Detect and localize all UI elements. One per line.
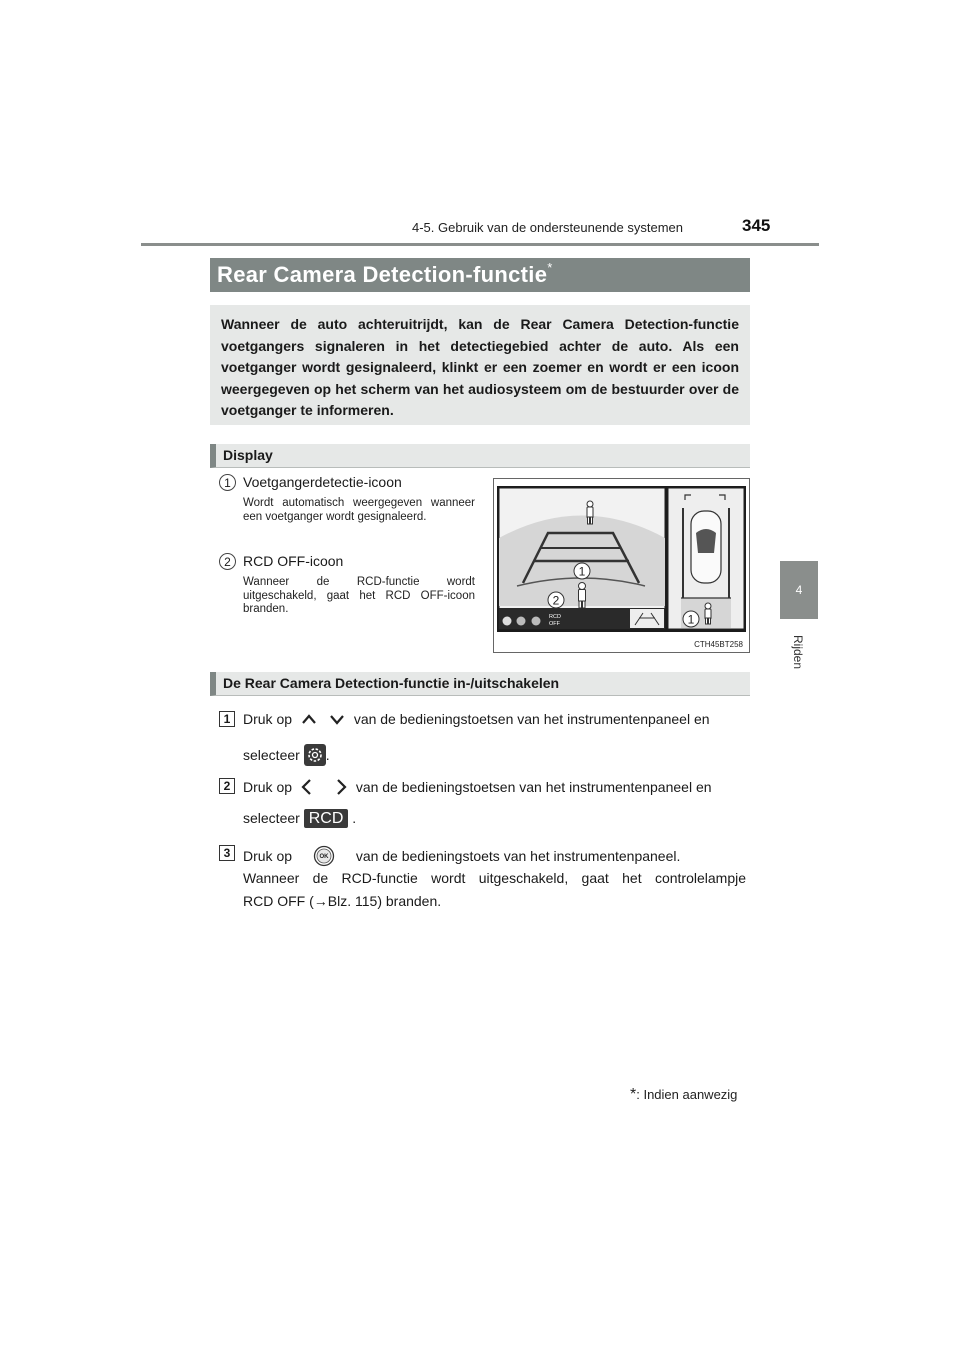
ok-label: OK xyxy=(319,854,329,860)
item-desc-rcd-off-icon: Wanneer de RCD-functie wordt uitgeschakeld, gaat het RCD OFF-icoon branden. xyxy=(243,576,475,615)
footnote-text: : Indien aanwezig xyxy=(636,1087,738,1102)
step-2-pre: Druk op xyxy=(243,779,293,795)
section-heading-toggle: De Rear Camera Detection-functie in-/uitschakelen xyxy=(210,672,750,696)
page-title-text: Rear Camera Detection-functie xyxy=(217,262,548,287)
step-3-pre: Druk op xyxy=(243,848,293,864)
figure-callout-2: 2 xyxy=(552,593,560,608)
section-header: 4-5. Gebruik van de ondersteunende systemen xyxy=(412,220,684,235)
page-number: 345 xyxy=(742,216,771,235)
step-1-line2-post: . xyxy=(325,747,330,763)
step-2-line2-post: . xyxy=(352,810,357,826)
figure-callout-3: 1 xyxy=(687,612,695,627)
intro-box: Wanneer de auto achteruitrijdt, kan de Rear Camera Detection-functie voetgangers signaleren in het detectiegebied achter de auto. Als een voetganger wordt gesignaleerd, klinkt er een zoemer en wordt er een icoon weergegeven op het scherm van het audiosysteem om de bestuurder over de voetganger te informeren. xyxy=(210,305,750,425)
section-heading-display: Display xyxy=(210,444,750,468)
camera-display-figure xyxy=(493,478,750,653)
pedestrian-icon xyxy=(587,501,593,524)
note-line-2: RCD OFF (→Blz. 115) branden. xyxy=(243,893,442,909)
step-2-line2-pre: selecteer xyxy=(243,810,300,826)
chapter-tab: 4 xyxy=(780,561,818,619)
rcd-off-icon-line1: RCD xyxy=(549,614,561,620)
step-1-line2-pre: selecteer xyxy=(243,747,300,763)
sensor-icon xyxy=(503,617,512,626)
step-number-2: 2 xyxy=(219,778,235,794)
note-line-1: Wanneer de RCD-functie wordt uitgeschakeld, gaat het controlelampje xyxy=(243,870,746,886)
step-2-line-1 xyxy=(243,778,753,796)
callout-number-2: 2 xyxy=(219,553,236,570)
pedestrian-icon-3 xyxy=(705,603,711,624)
rcd-button-icon: RCD xyxy=(304,809,349,828)
asterisk-mark: * xyxy=(547,260,553,275)
footnote-mark: * xyxy=(630,1086,637,1103)
rcd-off-icon-line2: OFF xyxy=(549,621,560,627)
ok-button-icon xyxy=(304,845,344,867)
sensor-icon-2 xyxy=(517,617,526,626)
settings-gear-icon xyxy=(304,744,326,766)
step-1-line-1 xyxy=(243,711,753,727)
item-title-rcd-off-icon: RCD OFF-icoon xyxy=(243,553,344,569)
footnote xyxy=(630,1086,737,1104)
step-3-line xyxy=(243,845,753,867)
step-2-line-2 xyxy=(243,810,356,828)
step-2-post: van de bedieningstoetsen van het instrumentenpaneel en xyxy=(355,779,712,795)
step-number-3: 3 xyxy=(219,845,235,861)
header-divider xyxy=(141,243,819,246)
step-1-line-2 xyxy=(243,744,330,766)
callout-number-1: 1 xyxy=(219,474,236,491)
step-3-post: van de bedieningstoets van het instrumentenpaneel. xyxy=(355,848,681,864)
up-down-arrows-icon xyxy=(298,712,348,726)
left-right-arrows-icon xyxy=(298,778,350,796)
item-title-pedestrian-icon: Voetgangerdetectie-icoon xyxy=(243,474,402,490)
step-1-post: van de bedieningstoetsen van het instrumentenpaneel en xyxy=(353,711,710,727)
step-1-pre: Druk op xyxy=(243,711,293,727)
chapter-label: Rijden xyxy=(791,634,805,670)
page-title xyxy=(210,258,750,292)
step-number-1: 1 xyxy=(219,711,235,727)
pedestrian-icon-2 xyxy=(579,583,586,609)
sensor-icon-3 xyxy=(532,617,541,626)
figure-callout-1: 1 xyxy=(578,564,586,579)
figure-code: CTH45BT258 xyxy=(694,640,743,649)
item-desc-pedestrian-icon: Wordt automatisch weergegeven wanneer een voetganger wordt gesignaleerd. xyxy=(243,497,475,523)
